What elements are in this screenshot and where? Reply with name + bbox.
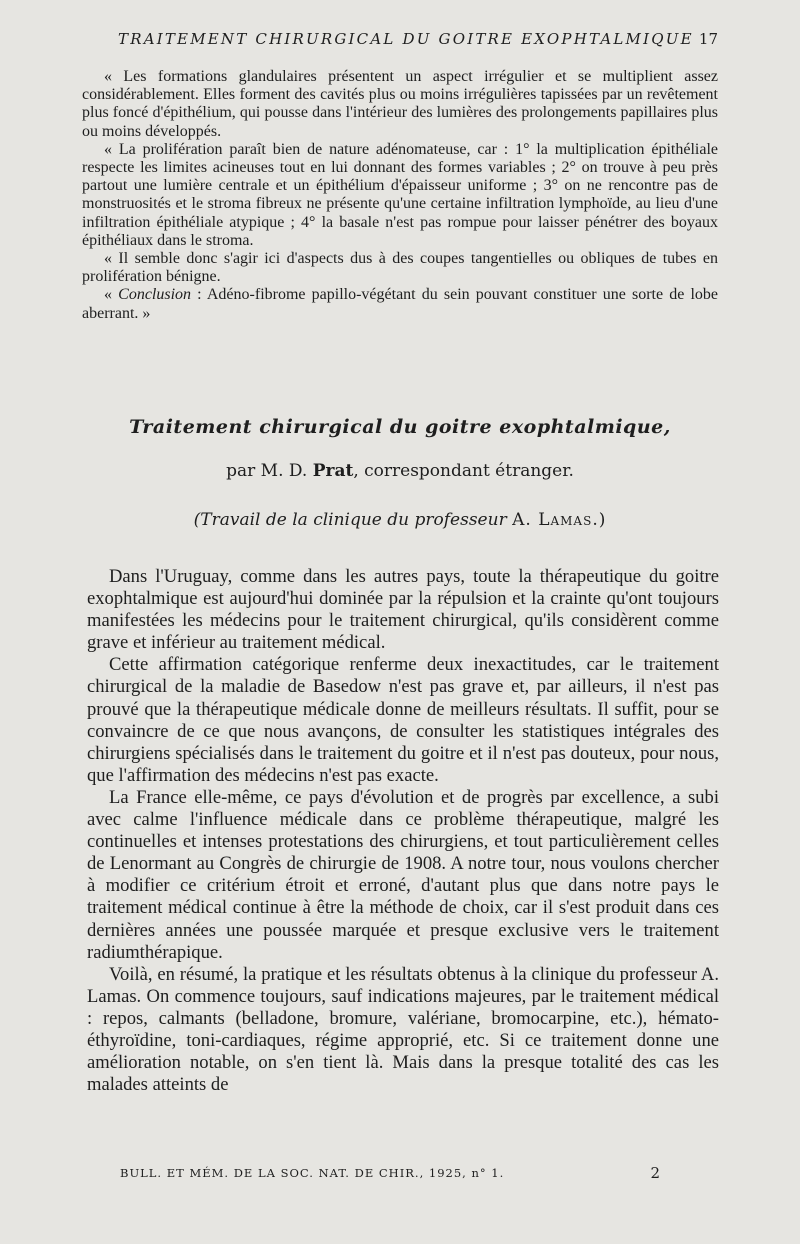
running-head — [118, 30, 718, 48]
report-paragraph: « La prolifération paraît bien de nature adénomateuse, car : 1° la multiplication épithéliale respecte les limites acineuses tout en lui donnant des formes variables ; 2° on trouve à peu près partout une lumière centrale et un épithélium d'épaisseur uniforme ; 3° on ne rencontre pas de monstruosités et le stroma fibreux ne présente qu'une certaine infiltration lymphoïde, au lieu d'une infiltration épithéliale atypique ; 4° la basale n'est pas rompue pour laisser pénétrer des boyaux épithéliaux dans le stroma. — [82, 140, 718, 249]
affiliation-text: (Travail de la clinique du professeur — [193, 510, 507, 530]
affiliation — [0, 510, 800, 530]
body-paragraph: Voilà, en résumé, la pratique et les résultats obtenus à la clinique du professeur A. Lamas. On commence toujours, sauf indications majeures, par le traitement médical : repos, calmants (belladone, bromure, valériane, bromocarpine, etc.), hémato-éthyroïdine, toni-cardiaques, régime approprié, etc. Si ce traitement donne une amélioration notable, on s'en tient là. Mais dans la presque totalité des cas les malades atteints de — [87, 963, 719, 1096]
report-conclusion: « Conclusion : Adéno-fibrome papillo-végétant du sein pouvant constituer une sorte de lobe aberrant. » — [82, 286, 718, 322]
body-paragraph: Cette affirmation catégorique renferme deux inexactitudes, car le traitement chirurgical de la maladie de Basedow n'est pas grave et, par ailleurs, il n'est pas prouvé que la thérapeutique médicale donne de meilleurs résultats. Il suffit, pour se convaincre de ce que nous avançons, de consulter les statistiques intégrales des chirurgiens spécialisés dans le traitement du goitre et il n'est pas douteux, pour nous, que l'affirmation des médecins n'est pas exacte. — [87, 654, 719, 786]
quoted-pathology-report — [82, 68, 718, 323]
byline-suffix: , correspondant étranger. — [353, 461, 574, 481]
signature-mark: 2 — [650, 1164, 660, 1182]
author-name: Prat — [312, 461, 354, 481]
body-paragraph: La France elle-même, ce pays d'évolution et de progrès par excellence, a subi avec calme l'influence médicale dans ce problème thérapeutique, malgré les continuelles et intenses protestations des chirurgiens, et tout particulièrement celles de Lenormant au Congrès de chirurgie de 1908. A notre tour, nous voulons chercher à modifier ce critérium étroit et erroné, d'autant plus que dans notre pays le traitement médical continue à être la méthode de choix, car il s'est produit dans ces dernières années une poussée marquée et presque exclusive vers le traitement radiumthérapique. — [87, 786, 719, 963]
footer — [120, 1166, 660, 1180]
affiliation-name: A. Lamas.) — [512, 510, 607, 530]
running-title: TRAITEMENT CHIRURGICAL DU GOITRE EXOPHTALMIQUE — [118, 30, 694, 48]
report-paragraph: « Les formations glandulaires présentent un aspect irrégulier et se multiplient assez considérablement. Elles forment des cavités plus ou moins irrégulières tapissées par un revêtement plus foncé d'épithélium, qui pousse dans l'intérieur des lumières des prolongements papillaires plus ou moins développés. — [82, 68, 718, 140]
byline — [0, 461, 800, 481]
body-paragraph: Dans l'Uruguay, comme dans les autres pays, toute la thérapeutique du goitre exophtalmique est aujourd'hui dominée par la répulsion et la crainte qu'ont toujours manifestées les médecins pour le traitement chirurgical, qu'ils considèrent comme grave et inférieur au traitement médical. — [87, 566, 719, 654]
conclusion-label: Conclusion — [118, 286, 192, 304]
report-paragraph: « Il semble donc s'agir ici d'aspects dus à des coupes tangentielles ou obliques de tubes en prolifération bénigne. — [82, 250, 718, 286]
byline-prefix: par M. D. — [226, 461, 313, 481]
article-title: Traitement chirurgical du goitre exophtalmique, — [129, 416, 671, 438]
page-number: 17 — [698, 30, 718, 48]
conclusion-text: : Adéno-fibrome papillo-végétant du sein pouvant constituer une sorte de lobe aberrant. » — [82, 286, 718, 322]
footer-citation: BULL. ET MÉM. DE LA SOC. NAT. DE CHIR., 1925, n° 1. — [120, 1166, 505, 1180]
article-body — [87, 566, 719, 1096]
